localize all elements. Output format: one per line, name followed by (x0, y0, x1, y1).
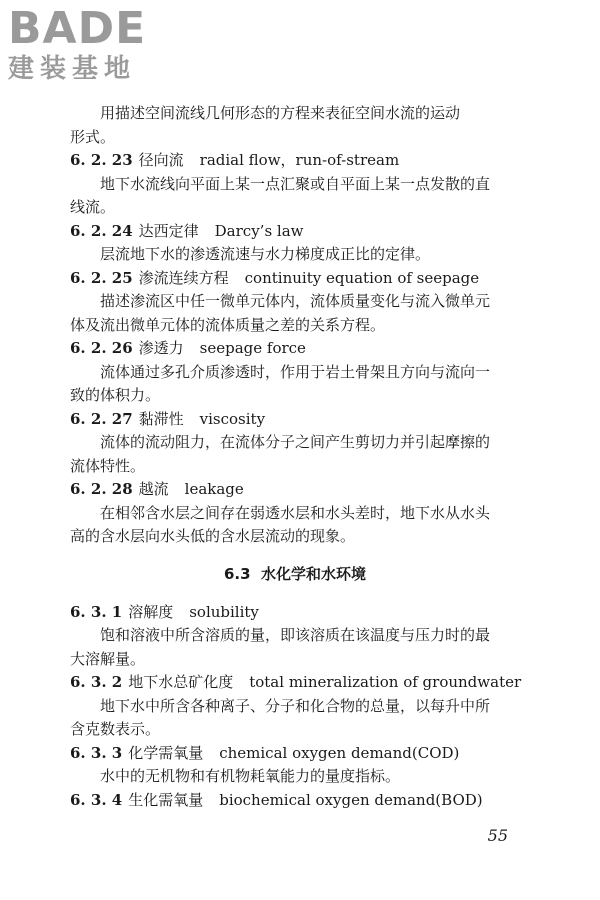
term-entry (70, 789, 520, 813)
entries-6-3 (70, 601, 520, 813)
term-definition-line: 描述渗流区中任一微单元体内，流体质量变化与流入微单元 (100, 292, 491, 310)
intro-line: 形式。 (70, 127, 116, 146)
term-definition-line: 体及流出微单元体的流体质量之差的关系方程。 (70, 315, 386, 334)
document-body (70, 102, 520, 812)
term-english: solubility (189, 602, 259, 621)
term-entry (70, 267, 520, 338)
term-heading (70, 742, 520, 766)
term-english: seepage force (199, 339, 306, 357)
term-heading (70, 267, 520, 291)
term-heading (70, 220, 520, 244)
term-entry (70, 671, 520, 742)
term-definition-line: 大溶解量。 (70, 649, 146, 668)
term-heading (70, 478, 520, 502)
term-chinese: 渗流连续方程 (138, 268, 229, 287)
term-chinese: 化学需氧量 (128, 743, 204, 762)
term-chinese: 渗透力 (138, 339, 184, 357)
term-definition-line: 流体的流动阻力，在流体分子之间产生剪切力并引起摩擦的 (100, 433, 491, 451)
term-definition-line: 饱和溶液中所含溶质的量，即该溶质在该温度与压力时的最 (100, 626, 491, 644)
term-number: 6. 3. 3 (70, 743, 123, 762)
term-number: 6. 2. 24 (70, 221, 133, 240)
term-english: chemical oxygen demand(COD) (219, 743, 460, 762)
term-chinese: 生化需氧量 (128, 790, 204, 809)
term-definition-line: 地下水流线向平面上某一点汇聚或自平面上某一点发散的直 (100, 174, 491, 193)
term-entry (70, 408, 520, 479)
term-number: 6. 3. 2 (70, 673, 123, 691)
term-heading (70, 789, 520, 813)
term-english: radial flow，run-of-stream (199, 151, 400, 169)
term-entry (70, 149, 520, 220)
term-english: total mineralization of groundwater (249, 673, 522, 691)
term-heading (70, 671, 520, 695)
term-number: 6. 3. 4 (70, 790, 123, 809)
term-english: biochemical oxygen demand(BOD) (219, 790, 483, 809)
term-number: 6. 2. 23 (70, 151, 133, 169)
logo-subtitle: 建装基地 (8, 54, 137, 84)
term-heading (70, 149, 520, 173)
term-heading (70, 337, 520, 361)
term-definition-line: 水中的无机物和有机物耗氧能力的量度指标。 (100, 767, 401, 785)
term-definition-line: 含克数表示。 (70, 720, 161, 738)
term-definition-line: 流体特性。 (70, 456, 146, 475)
term-number: 6. 2. 27 (70, 409, 133, 428)
term-chinese: 地下水总矿化度 (128, 673, 234, 691)
term-definition-line: 流体通过多孔介质渗透时，作用于岩土骨架且方向与流向一 (100, 362, 491, 381)
section-number: 6.3 (223, 564, 251, 583)
term-number: 6. 2. 28 (70, 480, 133, 498)
term-definition-line: 地下水中所含各种离子、分子和化合物的总量，以每升中所 (100, 696, 491, 715)
term-number: 6. 2. 25 (70, 268, 133, 287)
term-entry (70, 337, 520, 408)
term-english: Darcy’s law (214, 221, 304, 240)
term-definition-line: 线流。 (70, 198, 116, 216)
term-english: viscosity (199, 409, 266, 428)
page-number: 55 (487, 826, 508, 845)
term-chinese: 溶解度 (128, 602, 174, 621)
term-entry (70, 742, 520, 789)
term-definition-line: 层流地下水的渗透流速与水力梯度成正比的定律。 (100, 245, 431, 263)
section-title: 水化学和水环境 (261, 564, 367, 583)
term-definition-line: 致的体积力。 (70, 386, 161, 404)
term-chinese: 越流 (138, 480, 169, 498)
term-number: 6. 3. 1 (70, 602, 123, 621)
term-english: leakage (184, 480, 244, 498)
logo-wordmark: BADE (8, 3, 147, 54)
term-entry (70, 478, 520, 549)
term-english: continuity equation of seepage (244, 268, 480, 287)
intro-line: 用描述空间流线几何形态的方程来表征空间水流的运动 (100, 104, 461, 122)
term-heading (70, 601, 520, 625)
term-chinese: 达西定律 (138, 221, 199, 240)
term-chinese: 黏滞性 (138, 409, 184, 428)
term-number: 6. 2. 26 (70, 339, 133, 357)
entries-6-2 (70, 149, 520, 549)
logo (8, 3, 178, 84)
term-heading (70, 408, 520, 432)
term-entry (70, 601, 520, 672)
section-heading (70, 563, 520, 585)
term-entry (70, 220, 520, 267)
term-chinese: 径向流 (138, 151, 184, 169)
term-definition-line: 在相邻含水层之间存在弱透水层和水头差时，地下水从水头 (100, 503, 491, 522)
term-definition-line: 高的含水层向水头低的含水层流动的现象。 (70, 527, 356, 545)
